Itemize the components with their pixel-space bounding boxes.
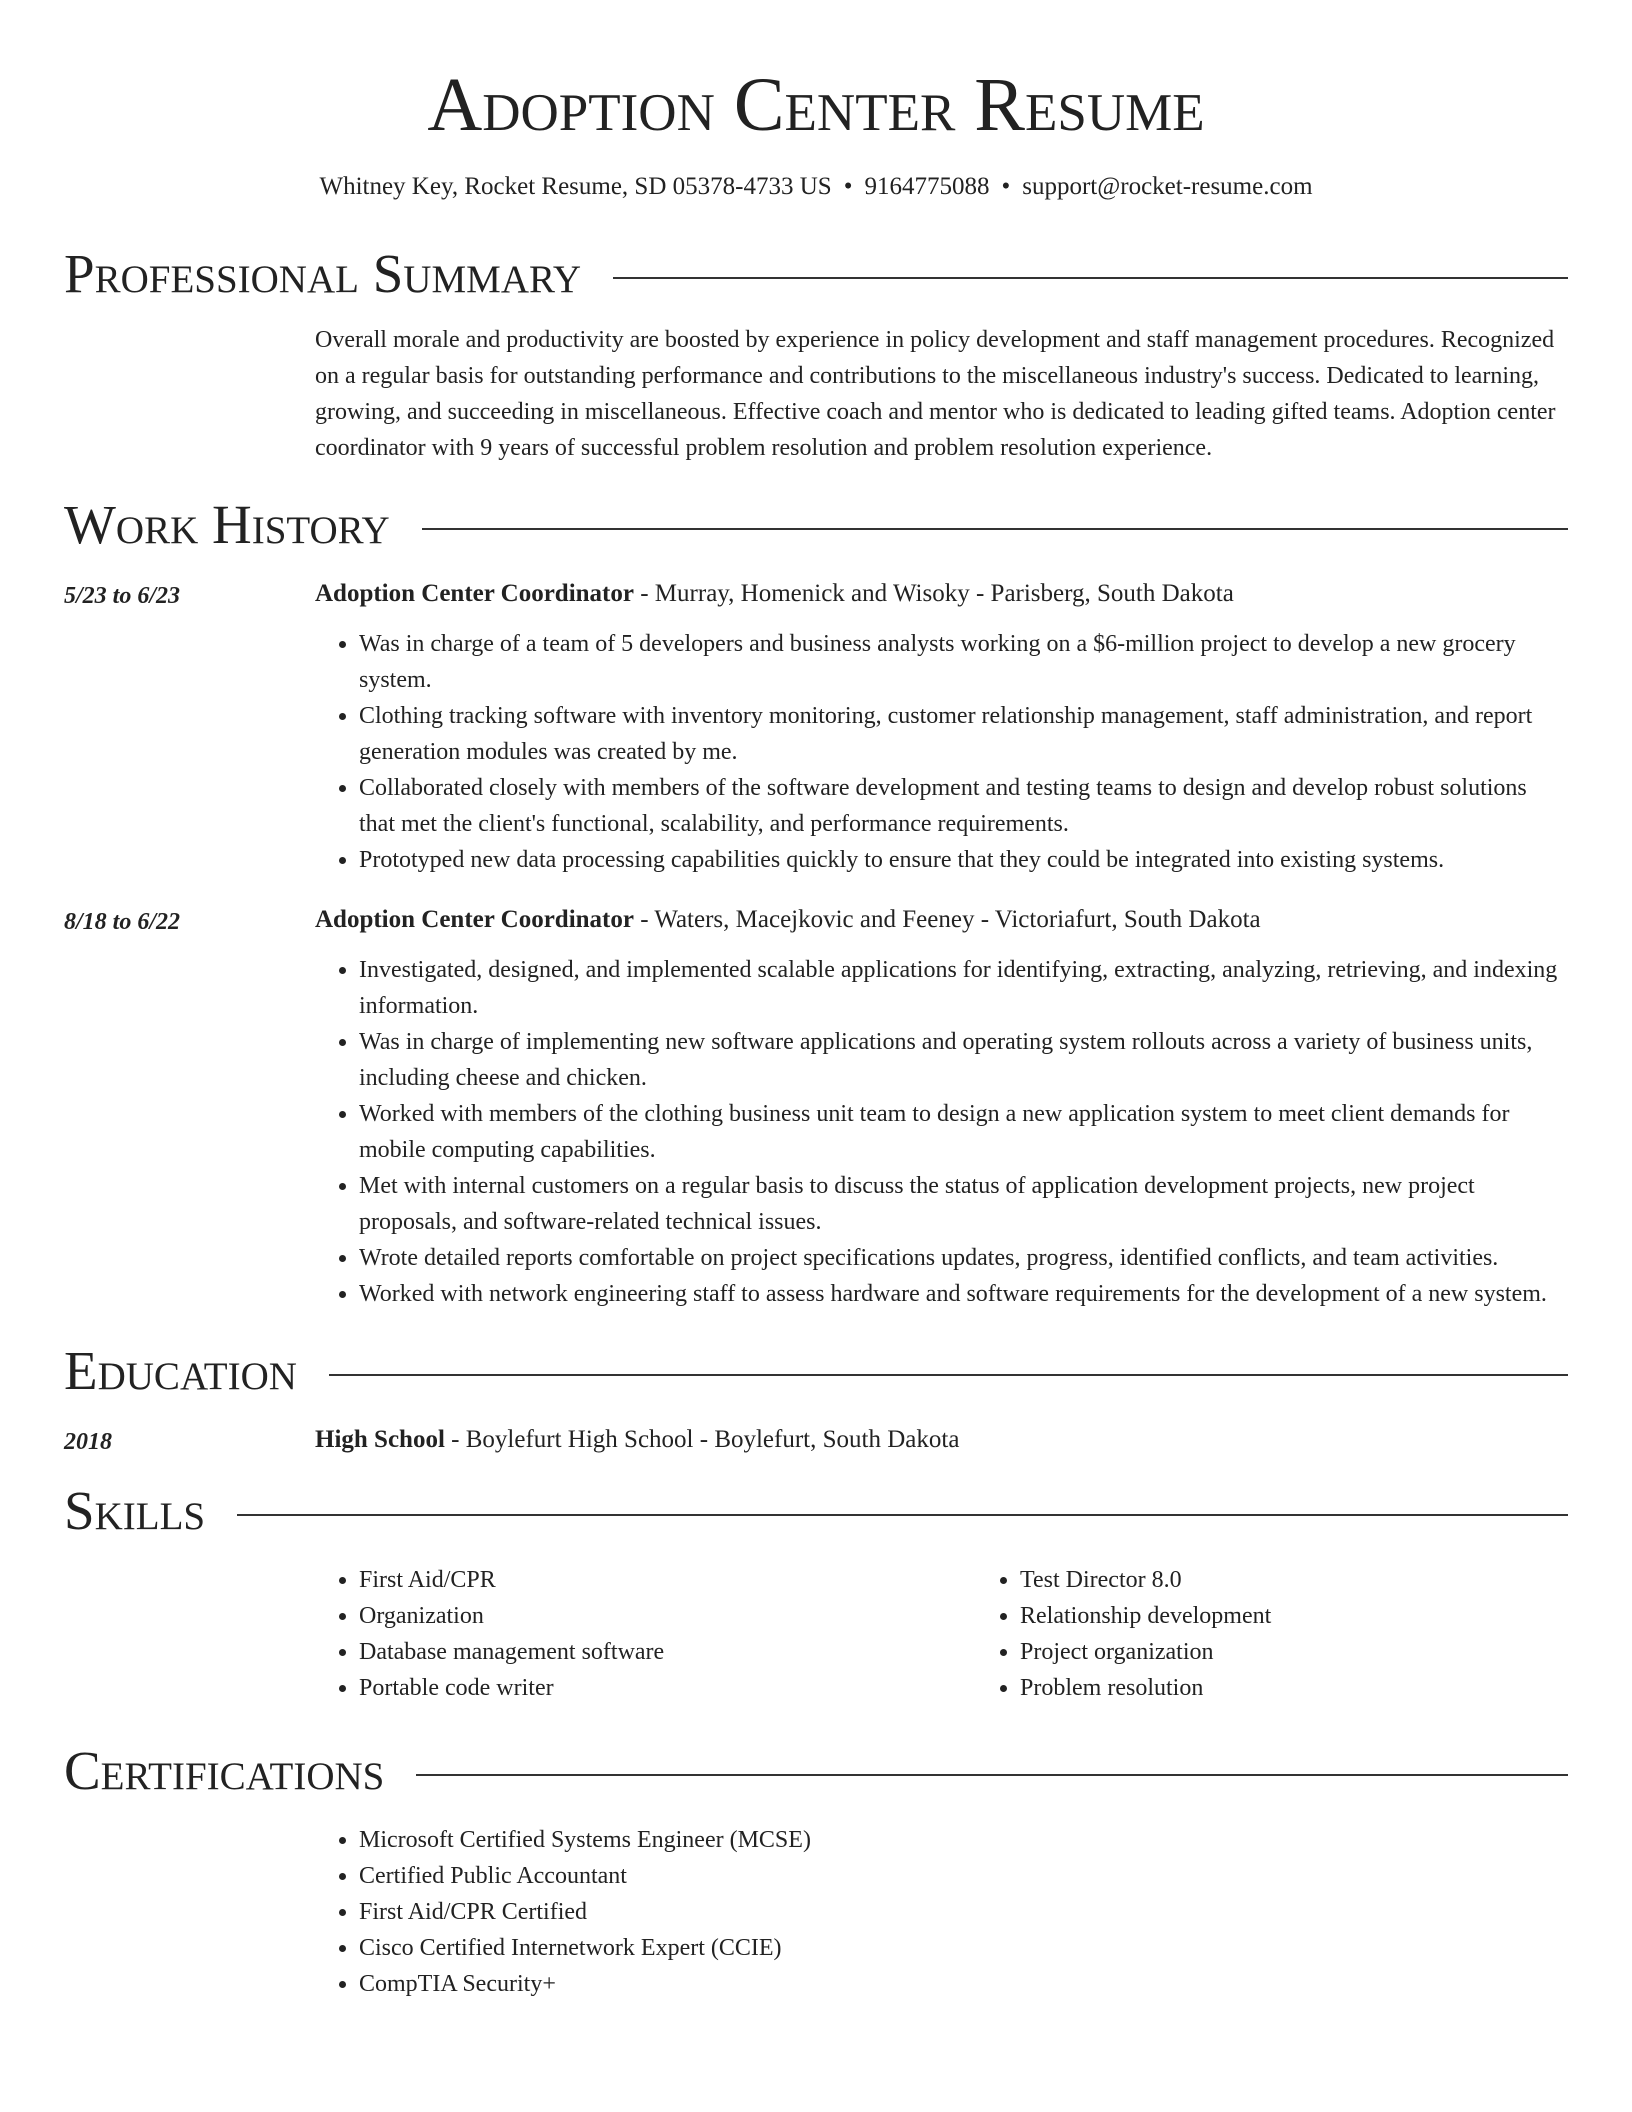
education-year: 2018 — [64, 1429, 112, 1455]
certifications-list — [315, 1822, 1568, 2002]
section-divider — [422, 528, 1568, 530]
contact-line — [64, 170, 1568, 204]
skill-item: • Database management software — [359, 1634, 976, 1670]
section-divider — [613, 277, 1568, 279]
skills-body — [315, 1562, 1568, 1706]
certification-item: • First Aid/CPR Certified — [359, 1894, 1568, 1930]
job-entry — [64, 576, 1568, 878]
job-bullet: • Met with internal customers on a regular basis to discuss the status of application development projects, new project proposals, and software-related technical issues. — [359, 1168, 1568, 1240]
job-bullet: • Was in charge of a team of 5 developers and business analysts working on a $6-million project to develop a new grocery system. — [359, 626, 1568, 698]
job-title: Adoption Center Coordinator — [315, 906, 634, 933]
job-heading — [315, 576, 1568, 612]
job-body — [315, 902, 1568, 1312]
section-divider — [416, 1774, 1568, 1776]
education-heading: Education — [64, 1340, 297, 1401]
resume-page — [64, 0, 1568, 2002]
job-details: - Murray, Homenick and Wisoky - Parisberg, South Dakota — [633, 580, 1234, 607]
job-bullets — [315, 626, 1568, 878]
job-bullet: • Wrote detailed reports comfortable on project specifications updates, progress, identified conflicts, and team activities. — [359, 1240, 1568, 1276]
job-entry — [64, 902, 1568, 1312]
job-bullet: • Collaborated closely with members of the software development and testing teams to design and develop robust solutions that met the client's functional, scalability, and performance requirements. — [359, 770, 1568, 842]
job-details: - Waters, Macejkovic and Feeney - Victoriafurt, South Dakota — [633, 906, 1261, 933]
skills-list-left — [315, 1562, 976, 1706]
education-details: - Boylefurt High School - Boylefurt, South Dakota — [444, 1426, 960, 1453]
contact-address: Whitney Key, Rocket Resume, SD 05378-4733 US — [319, 173, 832, 200]
summary-body — [315, 322, 1568, 466]
skill-item: • Organization — [359, 1598, 976, 1634]
education-entry — [64, 1422, 1568, 1460]
skill-item: • Problem resolution — [1020, 1670, 1271, 1706]
skill-item: • Relationship development — [1020, 1598, 1271, 1634]
education-body — [315, 1422, 1568, 1460]
job-bullets — [315, 952, 1568, 1312]
job-title: Adoption Center Coordinator — [315, 580, 634, 607]
certifications-body — [315, 1822, 1568, 2002]
certification-item: • Microsoft Certified Systems Engineer (MCSE) — [359, 1822, 1568, 1858]
summary-row — [64, 322, 1568, 466]
contact-phone: 9164775088 — [864, 173, 990, 200]
job-heading — [315, 902, 1568, 938]
job-bullet: • Worked with members of the clothing business unit team to design a new application system to meet client demands for mobile computing capabilities. — [359, 1096, 1568, 1168]
skill-item: • Portable code writer — [359, 1670, 976, 1706]
summary-text: Overall morale and productivity are boosted by experience in policy development and staff management procedures. Recognized on a regular basis for outstanding performance and contributions to the miscellaneous industry's success. Dedicated to learning, growing, and succeeding in miscellaneous. Effective coach and mentor who is dedicated to leading gifted teams. Adoption center coordinator with 9 years of successful problem resolution and problem resolution experience. — [315, 327, 1556, 461]
certification-item: • Certified Public Accountant — [359, 1858, 1568, 1894]
summary-left-spacer — [64, 322, 315, 466]
education-section-header — [64, 1336, 1568, 1406]
job-bullet: • Worked with network engineering staff to assess hardware and software requirements for the development of a new system. — [359, 1276, 1568, 1312]
job-bullet: • Was in charge of implementing new software applications and operating system rollouts across a variety of business units, including cheese and chicken. — [359, 1024, 1568, 1096]
section-divider — [329, 1374, 1568, 1376]
job-dates: 8/18 to 6/22 — [64, 909, 181, 935]
certifications-left-spacer — [64, 1822, 315, 2002]
skills-list-right — [976, 1562, 1271, 1706]
work-heading: Work History — [64, 494, 390, 555]
skills-row — [64, 1562, 1568, 1706]
certification-item: • Cisco Certified Internetwork Expert (CCIE) — [359, 1930, 1568, 1966]
contact-email: support@rocket-resume.com — [1022, 173, 1313, 200]
skill-item: • Project organization — [1020, 1634, 1271, 1670]
education-degree: High School — [315, 1426, 445, 1453]
education-line — [315, 1422, 1568, 1458]
job-body — [315, 576, 1568, 878]
work-section-header — [64, 490, 1568, 560]
certifications-section-header — [64, 1736, 1568, 1806]
contact-separator: • — [1001, 173, 1011, 200]
certifications-row — [64, 1822, 1568, 2002]
skill-item: • First Aid/CPR — [359, 1562, 976, 1598]
section-divider — [237, 1514, 1568, 1516]
skills-heading: Skills — [64, 1480, 206, 1541]
job-bullet: • Clothing tracking software with inventory monitoring, customer relationship management, staff administration, and report generation modules was created by me. — [359, 698, 1568, 770]
job-bullet: • Prototyped new data processing capabilities quickly to ensure that they could be integrated into existing systems. — [359, 842, 1568, 878]
skill-item: • Test Director 8.0 — [1020, 1562, 1271, 1598]
contact-separator: • — [843, 173, 853, 200]
skills-grid — [315, 1562, 1568, 1706]
resume-title: Adoption Center Resume — [427, 63, 1205, 147]
skills-left-spacer — [64, 1562, 315, 1706]
skills-section-header — [64, 1476, 1568, 1546]
certifications-heading: Certifications — [64, 1740, 385, 1801]
certification-item: • CompTIA Security+ — [359, 1966, 1568, 2002]
job-bullet: • Investigated, designed, and implemented scalable applications for identifying, extracting, analyzing, retrieving, and indexing information. — [359, 952, 1568, 1024]
summary-section-header — [64, 239, 1568, 309]
summary-heading: Professional Summary — [64, 243, 582, 304]
job-dates: 5/23 to 6/23 — [64, 583, 181, 609]
